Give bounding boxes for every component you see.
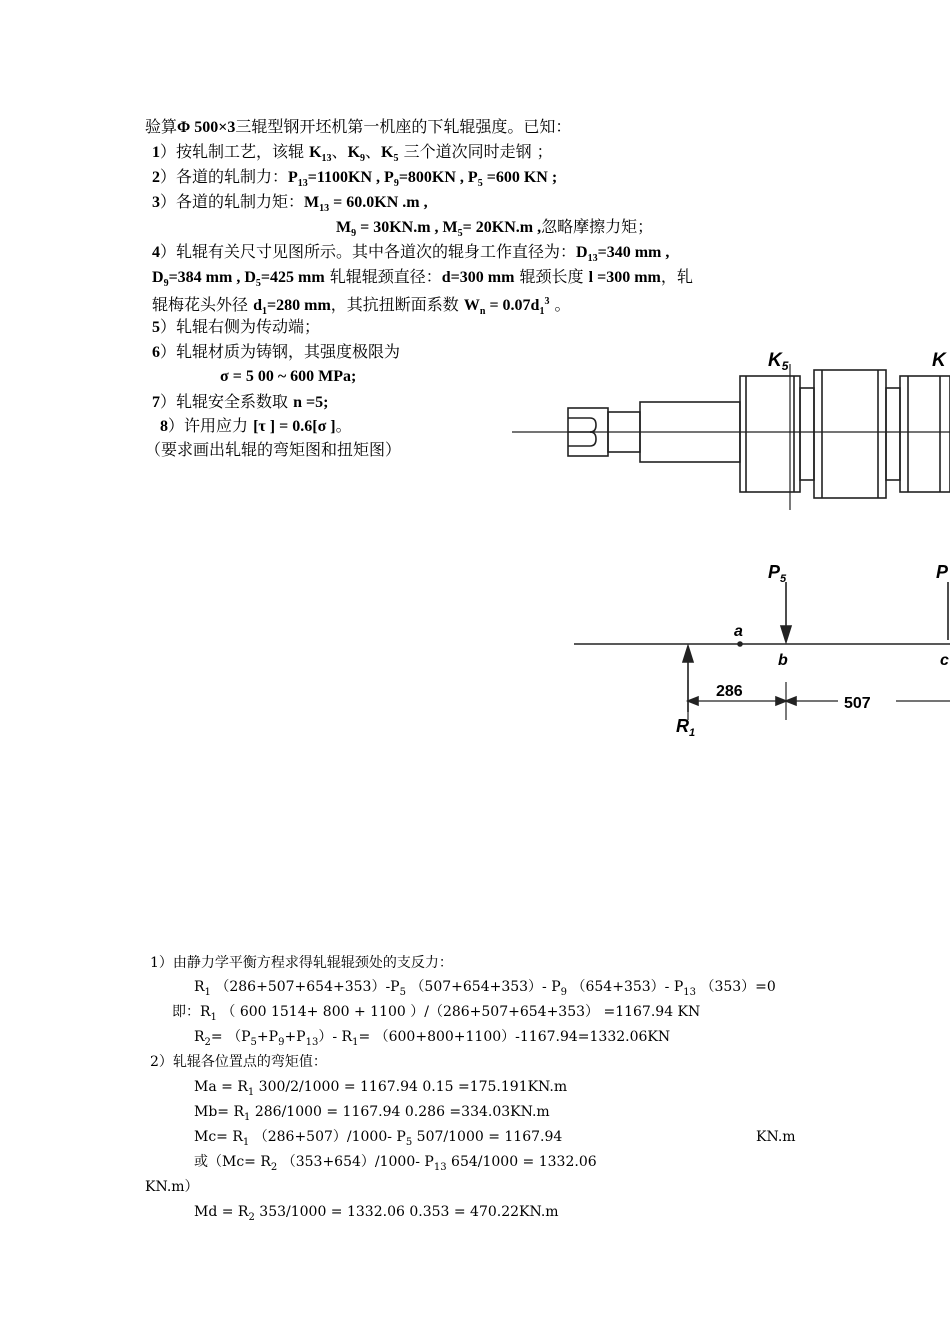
point-b-label: b	[778, 652, 788, 669]
point-a-label: a	[734, 623, 743, 640]
moment-md: $Md = R_2$ 353/1000 = 1332.06 0.353 = 470.22KN.m	[194, 1204, 559, 1223]
moment-mc-alt-unit: KN.m）	[145, 1179, 199, 1195]
moment-ma: $Ma = R_1$ 300/2/1000 = 1167.94 0.15 =175.191KN.m	[194, 1079, 568, 1098]
moment-mc: $Mc= R_1$ （286+507）/1000- $P_5$ 507/1000 = 1167.94	[194, 1129, 563, 1148]
moment-mc-unit: KN.m	[756, 1129, 796, 1145]
given-7-safety-factor: 7）轧辊安全系数取 n =5;	[152, 392, 329, 411]
point-c-label: c	[940, 652, 949, 669]
r1-label: $R_1$	[676, 716, 696, 739]
equilibrium-equation: $R_1$ $(286+507+654+353)-P_5$ （507+654+353）- $P_9$ （654+353）- $P_{13}$ （353）=0	[194, 979, 776, 998]
given-2-rolling-forces: 2）各道的轧制力：$P_{13}=1100KN$ , $P_9=800KN$ , $P_5 =600$ KN ;	[152, 167, 558, 189]
k5-label: $K_5$	[768, 350, 789, 373]
given-4-dimensions: 4）轧辊有关尺寸见图所示。其中各道次的辊身工作直径为：$D_{13}=340$ mm ,	[152, 242, 670, 264]
roll-body-middle	[814, 370, 886, 498]
given-4-dimensions-cont2: 辊梅花头外径 $d_1=280$ mm，其抗扭断面系数 $W_n = 0.07d_1^3$ 。	[152, 295, 571, 317]
given-6-material: 6）轧辊材质为铸钢，其强度极限为	[152, 342, 401, 361]
force-diagram	[570, 560, 950, 745]
k-right-label: K	[932, 350, 946, 371]
given-6-strength-limit: σ = 5 00 ~ 600 MPa;	[220, 368, 357, 385]
given-4-dimensions-cont: $D_9=384$ mm , $D_5=425$ mm 轧辊辊颈直径：d=300 mm 辊颈长度 l =300 mm，轧	[152, 267, 693, 289]
given-3-rolling-moments: 3）各道的轧制力矩：$M_{13} = 60.0KN$ .m ,	[152, 192, 428, 214]
moment-mc-alt: 或（$Mc= R_2$ （353+654）/1000- $P_{13}$ 654/1000 = 1332.06	[194, 1154, 597, 1173]
moment-mb: $Mb= R_1$ 286/1000 = 1167.94 0.286 =334.03KN.m	[194, 1104, 550, 1123]
p-right-label: P	[936, 562, 949, 582]
problem-title: 验算Φ 500×3三辊型钢开坯机第一机座的下轧辊强度。已知：	[145, 117, 572, 136]
given-5-drive-side: 5）轧辊右侧为传动端；	[152, 317, 321, 336]
r2-result: $R_2= (P_5+P_9+P_{13})-$ $R_1= (600+800+1100)-1167.94=1332.06KN$	[194, 1029, 671, 1048]
roll-drawing	[510, 340, 950, 550]
given-3-rolling-moments-cont: $M_9 = 30KN.m$ , $M_5= 20KN.m$ ,忽略摩擦力矩；	[336, 217, 654, 239]
solution-step-2: 2）轧辊各位置点的弯矩值：	[150, 1054, 327, 1070]
dim-507-label: 507	[844, 695, 871, 712]
dim-286-label: 286	[716, 683, 743, 700]
roll-body-left	[740, 376, 800, 492]
p5-label: $P_5$	[768, 562, 787, 585]
solution-step-1: 1）由静力学平衡方程求得轧辊辊颈处的支反力：	[150, 955, 453, 971]
r1-result: 即：$R_1$ （ 600 1514+ 800 + 1100 ）/（286+507+654+353） =1167.94 KN	[172, 1004, 701, 1023]
given-1-rolling-passes: 1）按轧制工艺，该辊 $K_{13}$、$K_9$、$K_5$ 三个道次同时走钢 ；	[152, 142, 553, 164]
requirement-note: （要求画出轧辊的弯矩图和扭矩图）	[145, 440, 402, 459]
given-8-allowable-stress: 8）许用应力 [τ ] = 0.6[σ ]。	[160, 416, 352, 435]
